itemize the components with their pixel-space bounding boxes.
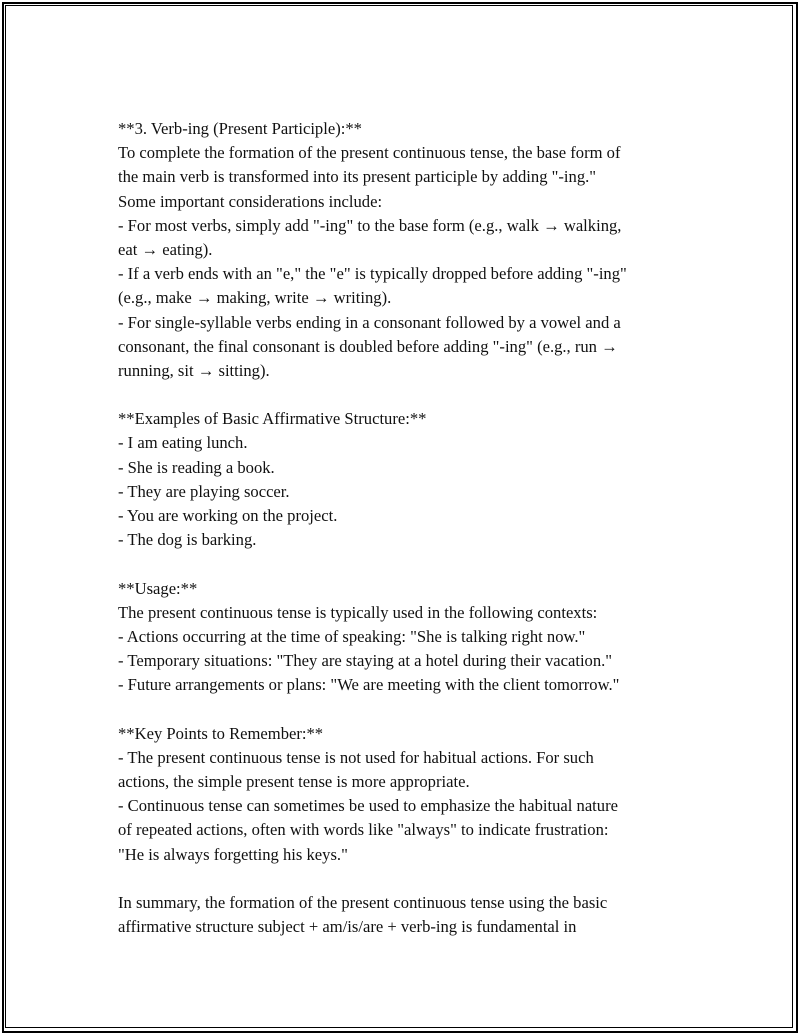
text-line: - Continuous tense can sometimes be used to emphasize the habitual nature [118, 796, 618, 816]
text-line: the main verb is transformed into its present participle by adding "-ing." [118, 167, 597, 187]
text-line: - For single-syllable verbs ending in a consonant followed by a vowel and a [118, 312, 621, 332]
blank-line [118, 552, 688, 576]
text-line: The present continuous tense is typically used in the following contexts: [118, 602, 598, 622]
blank-line [118, 867, 688, 891]
text-line: running, sit → sitting). [118, 360, 270, 380]
text-line: - I am eating lunch. [118, 433, 248, 453]
text-line: eat → eating). [118, 239, 213, 259]
text-line: **Usage:** [118, 578, 198, 598]
text-line: - Actions occurring at the time of speaking: "She is talking right now." [118, 626, 586, 646]
text-line: of repeated actions, often with words like "always" to indicate frustration: [118, 820, 609, 840]
text-line: - Future arrangements or plans: "We are meeting with the client tomorrow." [118, 675, 620, 695]
text-line: **3. Verb-ing (Present Participle):** [118, 119, 362, 138]
text-line: - She is reading a book. [118, 457, 275, 477]
text-line: In summary, the formation of the present continuous tense using the basic [118, 893, 608, 912]
text-line: "He is always forgetting his keys." [118, 844, 348, 864]
blank-line [118, 383, 688, 407]
text-line: actions, the simple present tense is more appropriate. [118, 772, 470, 792]
text-line: affirmative structure subject + am/is/are + verb-ing is fundamental in [118, 917, 577, 937]
text-line: (e.g., make → making, write → writing). [118, 288, 392, 308]
text-line: Some important considerations include: [118, 191, 383, 211]
text-line: - The present continuous tense is not used for habitual actions. For such [118, 747, 594, 767]
blank-line [118, 698, 688, 722]
text-line: - Temporary situations: "They are staying at a hotel during their vacation." [118, 651, 613, 671]
text-line: - They are playing soccer. [118, 481, 290, 501]
document-body [118, 117, 688, 939]
text-line: - The dog is barking. [118, 530, 257, 550]
text-line: - You are working on the project. [118, 506, 338, 525]
text-line: - If a verb ends with an "e," the "e" is typically dropped before adding "-ing" [118, 264, 627, 284]
text-line: To complete the formation of the present continuous tense, the base form of [118, 143, 621, 163]
text-line: consonant, the final consonant is doubled before adding "-ing" (e.g., run → [118, 336, 618, 356]
text-line: **Key Points to Remember:** [118, 723, 324, 743]
text-line: **Examples of Basic Affirmative Structure:** [118, 409, 427, 429]
text-line: - For most verbs, simply add "-ing" to the base form (e.g., walk → walking, [118, 215, 622, 235]
